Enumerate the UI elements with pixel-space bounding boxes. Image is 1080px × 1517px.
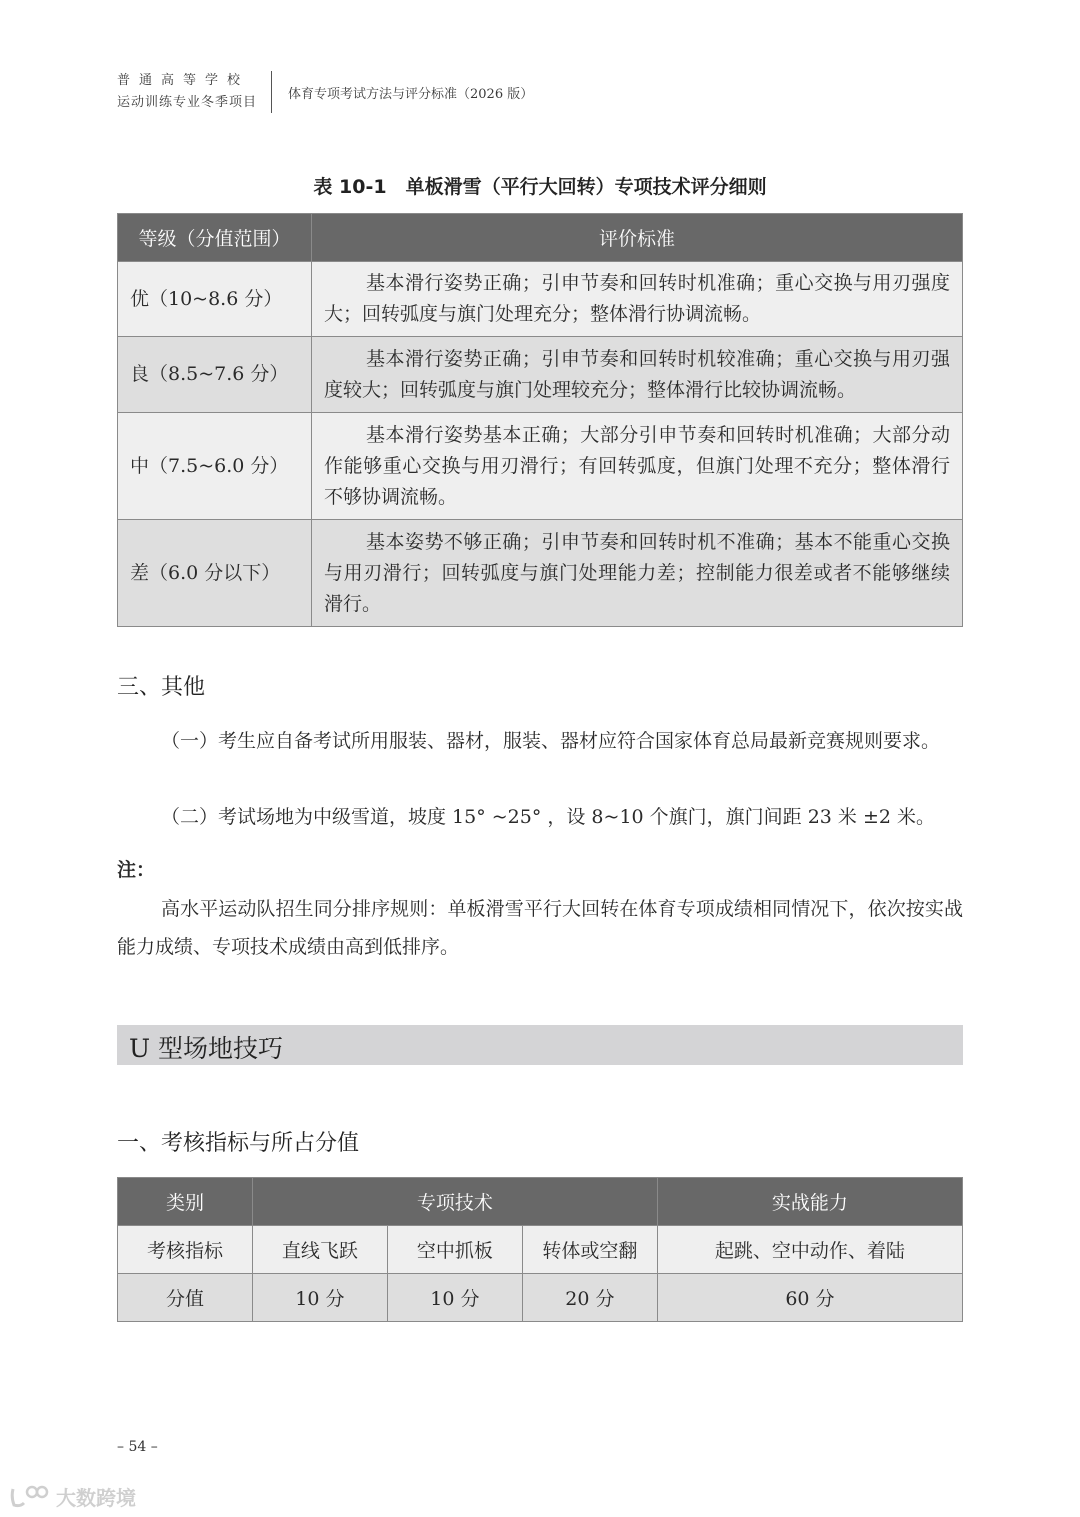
watermark bbox=[10, 1482, 136, 1511]
criteria-cell: 基本滑行姿势正确；引申节奏和回转时机准确；重心交换与用刃强度大；回转弧度与旗门处理充分；整体滑行协调流畅。 bbox=[312, 262, 963, 337]
section-heading-indicators: 一、考核指标与所占分值 bbox=[117, 1131, 360, 1156]
score-cell: 20 分 bbox=[522, 1274, 657, 1322]
row-label: 分值 bbox=[118, 1274, 253, 1322]
watermark-logo-icon bbox=[10, 1485, 50, 1509]
score-cell: 60 分 bbox=[657, 1274, 962, 1322]
table-row bbox=[118, 262, 963, 337]
paragraph-venue: （二）考试场地为中级雪道，坡度 15° ~25° ，设 8~10 个旗门，旗门间距 23 米 ±2 米。 bbox=[161, 806, 936, 828]
header-category: 类别 bbox=[118, 1178, 253, 1226]
header-combat: 实战能力 bbox=[657, 1178, 962, 1226]
scoring-criteria-table bbox=[117, 213, 963, 627]
grade-cell: 良（8.5~7.6 分） bbox=[118, 337, 312, 413]
table-header-row bbox=[118, 1178, 963, 1226]
section-banner bbox=[117, 1025, 963, 1065]
grade-cell: 中（7.5~6.0 分） bbox=[118, 413, 312, 520]
indicator-cell: 转体或空翻 bbox=[522, 1226, 657, 1274]
section-heading-other: 三、其他 bbox=[117, 675, 206, 700]
table-row bbox=[118, 520, 963, 627]
book-title: 体育专项考试方法与评分标准（2026 版） bbox=[288, 86, 534, 102]
table-header-row bbox=[118, 214, 963, 262]
table-row bbox=[118, 1226, 963, 1274]
header-grade: 等级（分值范围） bbox=[118, 214, 312, 262]
watermark-text: 大数跨境 bbox=[56, 1486, 136, 1510]
paragraph-equipment: （一）考生应自备考试所用服装、器材，服装、器材应符合国家体育总局最新竞赛规则要求。 bbox=[161, 730, 941, 752]
running-head bbox=[117, 70, 533, 114]
indicator-cell: 空中抓板 bbox=[387, 1226, 522, 1274]
series-title-line1: 普通高等学校 bbox=[117, 73, 250, 88]
series-title bbox=[117, 70, 257, 114]
row-label: 考核指标 bbox=[118, 1226, 253, 1274]
criteria-cell: 基本滑行姿势正确；引申节奏和回转时机较准确；重心交换与用刃强度较大；回转弧度与旗门处理较充分；整体滑行比较协调流畅。 bbox=[312, 337, 963, 413]
table-row bbox=[118, 1274, 963, 1322]
table-row bbox=[118, 337, 963, 413]
grade-cell: 优（10~8.6 分） bbox=[118, 262, 312, 337]
page-number: – 54 – bbox=[117, 1439, 158, 1455]
series-title-line2: 运动训练专业冬季项目 bbox=[117, 95, 258, 110]
header-criteria: 评价标准 bbox=[312, 214, 963, 262]
criteria-cell: 基本滑行姿势基本正确；大部分引申节奏和回转时机准确；大部分动作能够重心交换与用刃滑行；有回转弧度，但旗门处理不充分；整体滑行不够协调流畅。 bbox=[312, 413, 963, 520]
table-caption: 表 10-1 单板滑雪（平行大回转）专项技术评分细则 bbox=[313, 176, 767, 198]
score-cell: 10 分 bbox=[387, 1274, 522, 1322]
criteria-cell: 基本姿势不够正确；引申节奏和回转时机不准确；基本不能重心交换与用刃滑行；回转弧度与旗门处理能力差；控制能力很差或者不能够继续滑行。 bbox=[312, 520, 963, 627]
note-label: 注： bbox=[117, 859, 156, 881]
table-row bbox=[118, 413, 963, 520]
header-technique: 专项技术 bbox=[252, 1178, 657, 1226]
header-divider bbox=[271, 71, 272, 113]
indicator-cell: 直线飞跃 bbox=[252, 1226, 387, 1274]
indicators-table bbox=[117, 1177, 963, 1322]
grade-cell: 差（6.0 分以下） bbox=[118, 520, 312, 627]
banner-title: U 型场地技巧 bbox=[129, 1034, 284, 1063]
note-text: 高水平运动队招生同分排序规则：单板滑雪平行大回转在体育专项成绩相同情况下，依次按实战能力成绩、专项技术成绩由高到低排序。 bbox=[117, 898, 963, 958]
indicator-cell: 起跳、空中动作、着陆 bbox=[657, 1226, 962, 1274]
score-cell: 10 分 bbox=[252, 1274, 387, 1322]
